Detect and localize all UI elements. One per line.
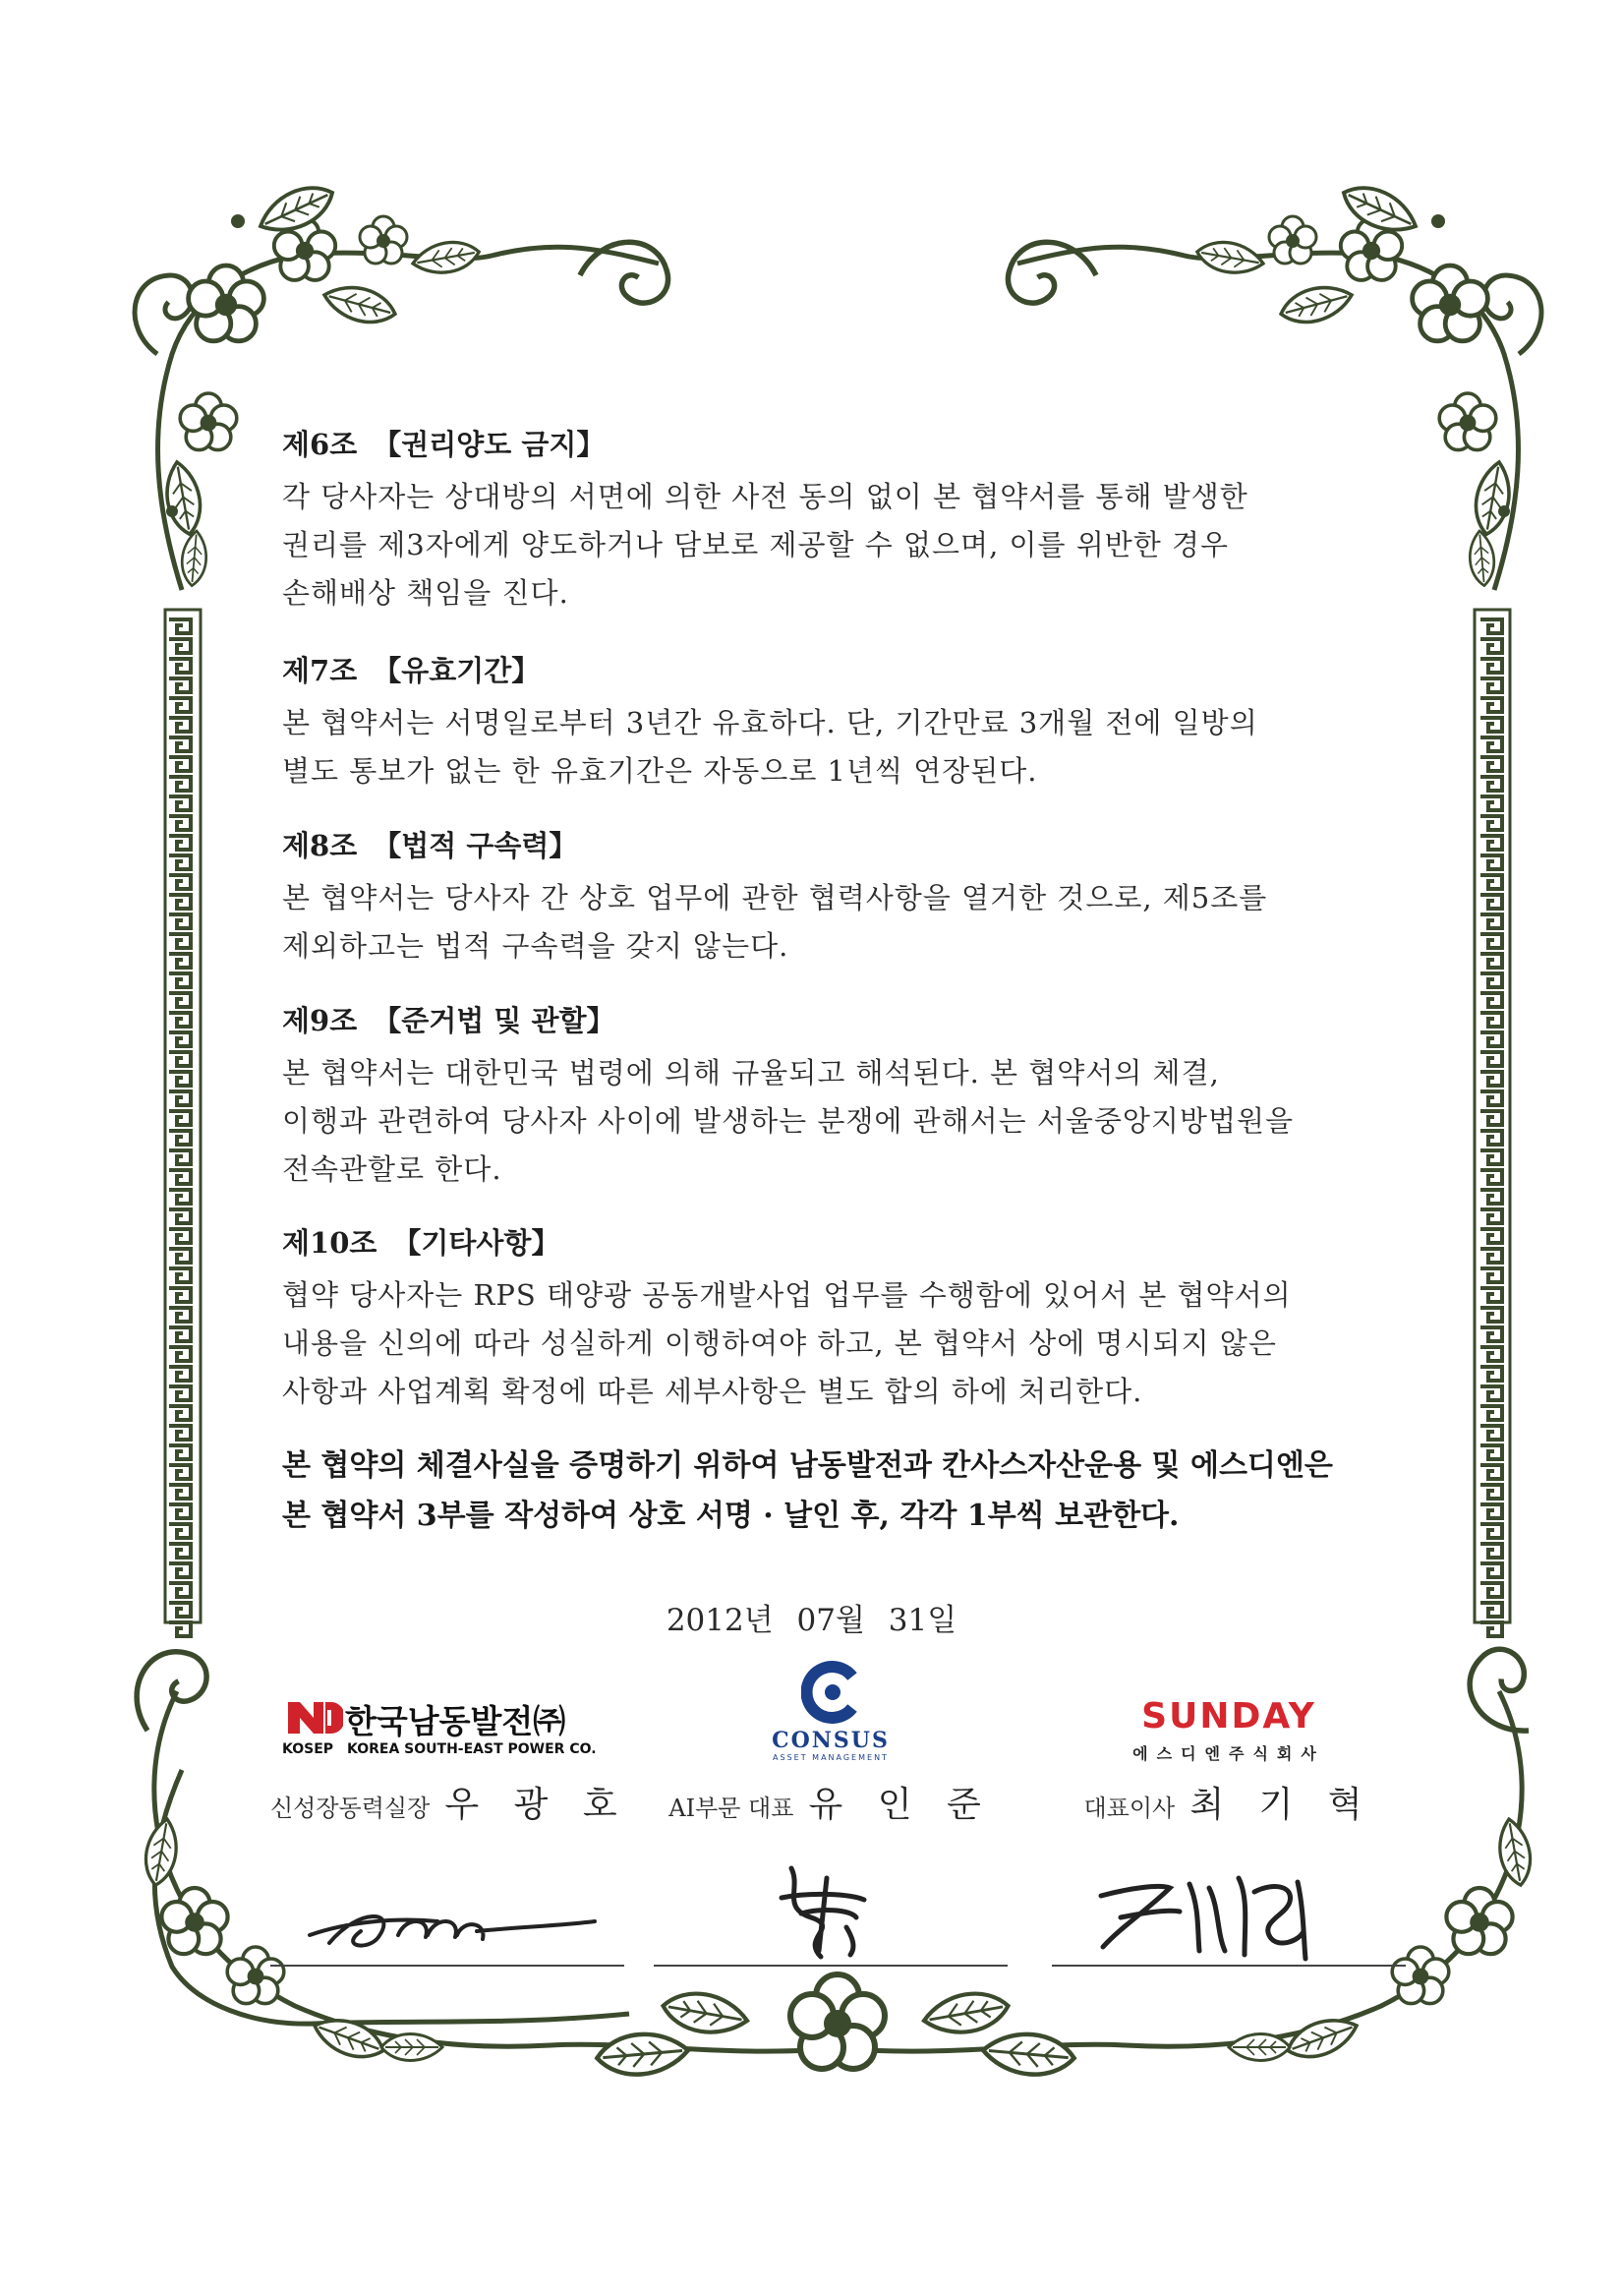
kosep-logo-abbr: KOSEP — [282, 1741, 334, 1757]
kosep-signer-name: 우 광 호 — [444, 1785, 629, 1825]
party-consus — [654, 1696, 1008, 1967]
consus-signatory — [654, 1777, 1008, 1827]
sunday-logo — [1052, 1696, 1406, 1765]
consus-signer-name: 유 인 준 — [808, 1785, 993, 1825]
sunday-signature-area — [1052, 1849, 1406, 1967]
article-9-title: 제9조 【준거법 및 관할】 — [282, 1004, 615, 1037]
sunday-logo-korean: 에스디엔주식회사 — [1132, 1744, 1325, 1763]
article-8 — [282, 824, 1422, 971]
article-9 — [282, 999, 1422, 1194]
consus-signature — [654, 1849, 1008, 1967]
consus-logo — [654, 1696, 1008, 1765]
kosep-signature — [270, 1849, 624, 1967]
article-7-body: 본 협약서는 서명일로부터 3년간 유효하다. 단, 기간만료 3개월 전에 일방의 별도 통보가 없는 한 유효기간은 자동으로 1년씩 연장된다. — [282, 706, 1258, 788]
kosep-logo-english: KOREA SOUTH-EAST POWER CO. — [347, 1741, 597, 1757]
article-8-title: 제8조 【법적 구속력】 — [282, 829, 578, 862]
article-7 — [282, 649, 1422, 795]
kosep-signatory — [270, 1777, 629, 1827]
consus-signature-area — [654, 1849, 1008, 1967]
sunday-signatory — [1052, 1777, 1406, 1827]
kosep-mark-icon — [288, 1698, 343, 1737]
party-sunday — [1052, 1696, 1406, 1967]
signing-date: 2012년 07월 31일 — [666, 1603, 957, 1638]
kosep-signature-line — [270, 1965, 624, 1967]
article-6-title: 제6조 【권리양도 금지】 — [282, 428, 606, 461]
sunday-logo-name: SUNDAY — [1141, 1696, 1316, 1737]
closing-statement: 본 협약의 체결사실을 증명하기 위하여 남동발전과 칸사스자산운용 및 에스디엔은 본 협약서 3부를 작성하여 상호 서명 · 날인 후, 각각 1부씩 보관한다. — [282, 1448, 1333, 1533]
sunday-signature — [1052, 1849, 1406, 1967]
sunday-role: 대표이사 — [1083, 1795, 1176, 1822]
consus-logo-name: CONSUS — [772, 1728, 890, 1753]
kosep-logo — [270, 1696, 624, 1765]
kosep-signature-area — [270, 1849, 624, 1967]
article-9-body: 본 협약서는 대한민국 법령에 의해 규율되고 해석된다. 본 협약서의 체결, 이행과 관련하여 당사자 사이에 발생하는 분쟁에 관해서는 서울중앙지방법원을 전속관할로 한다. — [282, 1056, 1294, 1186]
consus-role: AI부문 대표 — [668, 1795, 794, 1822]
consus-mark-icon — [801, 1661, 864, 1724]
article-7-title: 제7조 【유효기간】 — [282, 654, 541, 687]
consus-logo-sub: ASSET MANAGEMENT — [773, 1753, 889, 1762]
kosep-logo-korean: 한국남동발전㈜ — [345, 1702, 566, 1740]
kosep-role: 신성장동력실장 — [270, 1795, 431, 1822]
article-10 — [282, 1221, 1422, 1416]
article-10-body: 협약 당사자는 RPS 태양광 공동개발사업 업무를 수행함에 있어서 본 협약서의 내용을 신의에 따라 성실하게 이행하여야 하고, 본 협약서 상에 명시되지 않은 사항과 사업계획 확정에 따른 세부사항은 별도 합의 하에 처리한다. — [282, 1278, 1292, 1408]
consus-signature-line — [654, 1965, 1008, 1967]
article-6 — [282, 423, 1422, 618]
article-10-title: 제10조 【기타사항】 — [282, 1226, 560, 1260]
party-kosep — [270, 1696, 629, 1967]
article-8-body: 본 협약서는 당사자 간 상호 업무에 관한 협력사항을 열거한 것으로, 제5조를 제외하고는 법적 구속력을 갖지 않는다. — [282, 881, 1268, 963]
sunday-signature-line — [1052, 1965, 1406, 1967]
sunday-signer-name: 최 기 혁 — [1189, 1785, 1374, 1825]
article-6-body: 각 당사자는 상대방의 서면에 의한 사전 동의 없이 본 협약서를 통해 발생한 권리를 제3자에게 양도하거나 담보로 제공할 수 없으며, 이를 위반한 경우 손해배상 책임을 진다. — [282, 480, 1248, 610]
